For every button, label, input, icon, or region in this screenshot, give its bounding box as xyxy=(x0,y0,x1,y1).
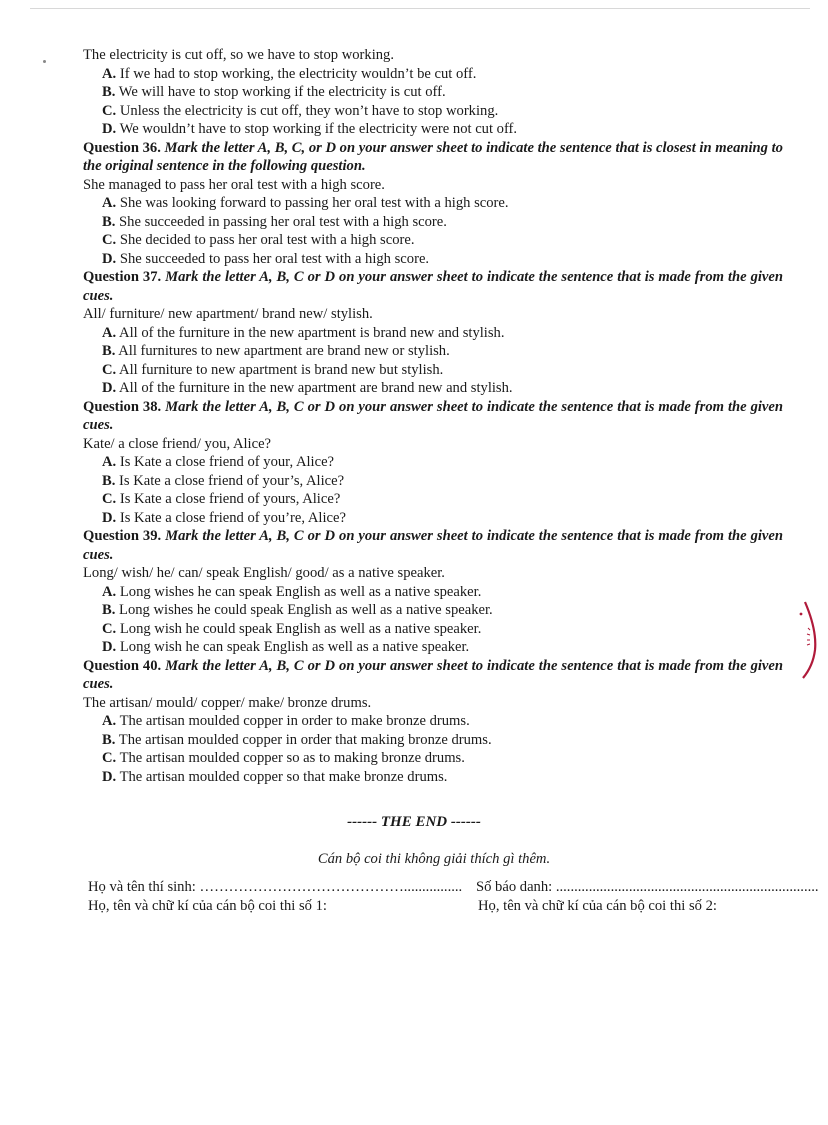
q38-heading xyxy=(83,398,783,435)
q38-option-c xyxy=(83,490,783,509)
option-text: The artisan moulded copper in order that making bronze drums. xyxy=(115,731,492,748)
option-text: Unless the electricity is cut off, they won’t have to stop working. xyxy=(116,102,499,119)
option-letter: C. xyxy=(102,491,117,507)
option-letter: D. xyxy=(102,639,117,655)
q36-option-b xyxy=(83,213,783,232)
option-letter: D. xyxy=(102,509,117,526)
option-text: Long wish he can speak English as well as a native speaker. xyxy=(116,639,470,655)
option-text: Is Kate a close friend of your’s, Alice? xyxy=(115,472,345,489)
q37-option-a xyxy=(83,324,783,343)
question-label: Question 39. xyxy=(83,528,162,544)
q36-option-a xyxy=(83,194,783,213)
option-letter: A. xyxy=(102,324,117,341)
option-letter: A. xyxy=(102,713,117,729)
option-letter: B. xyxy=(102,472,116,489)
option-text: All of the furniture in the new apartment is brand new and stylish. xyxy=(116,324,505,341)
option-letter: B. xyxy=(102,213,116,230)
option-letter: C. xyxy=(102,750,117,766)
question-label: Question 38. xyxy=(83,398,162,415)
q40-stem: The artisan/ mould/ copper/ make/ bronze drums. xyxy=(83,694,372,711)
exam-content xyxy=(83,46,783,786)
red-stamp-mark-icon xyxy=(797,600,821,680)
candidate-number-field: Số báo danh: ........................................................................ xyxy=(476,879,819,895)
option-text: Long wishes he can speak English as well as a native speaker. xyxy=(116,583,482,600)
q38-option-a xyxy=(83,453,783,472)
q39-option-c xyxy=(83,620,783,639)
option-letter: D. xyxy=(102,121,117,137)
candidate-name-field: Họ và tên thí sinh: ……………………………………................ xyxy=(88,879,463,895)
q38-stem: Kate/ a close friend/ you, Alice? xyxy=(83,435,272,452)
proctor-note: Cán bộ coi thi không giải thích gì thêm. xyxy=(317,851,551,867)
q38-option-d xyxy=(83,509,783,528)
option-text: All furniture to new apartment is brand new but stylish. xyxy=(116,361,444,378)
option-letter: D. xyxy=(102,380,117,396)
scan-speck xyxy=(43,60,46,63)
option-text: If we had to stop working, the electricity wouldn’t be cut off. xyxy=(116,65,477,82)
q40-option-c xyxy=(83,749,783,768)
the-end-heading: ------ THE END ------ xyxy=(347,814,481,830)
q36-heading xyxy=(83,139,783,176)
option-text: The artisan moulded copper in order to make bronze drums. xyxy=(116,713,470,729)
q35-option-c xyxy=(83,102,783,121)
option-text: We wouldn’t have to stop working if the electricity were not cut off. xyxy=(116,121,518,137)
option-letter: A. xyxy=(102,195,117,211)
q39-heading xyxy=(83,527,783,564)
option-text: Is Kate a close friend of yours, Alice? xyxy=(116,491,341,507)
option-text: Is Kate a close friend of your, Alice? xyxy=(116,454,335,470)
question-label: Question 40. xyxy=(83,657,162,674)
option-letter: A. xyxy=(102,583,117,600)
option-letter: B. xyxy=(102,731,116,748)
option-letter: C. xyxy=(102,232,117,248)
option-letter: D. xyxy=(102,768,117,785)
option-letter: C. xyxy=(102,361,117,378)
question-instruction: Mark the letter A, B, C or D on your answer sheet to indicate the sentence that is made from the given cues. xyxy=(83,398,783,433)
option-letter: C. xyxy=(102,102,117,119)
option-text: She succeeded in passing her oral test with a high score. xyxy=(115,213,447,230)
question-instruction: Mark the letter A, B, C or D on your answer sheet to indicate the sentence that is made from the given cues. xyxy=(83,657,783,692)
q39-stem: Long/ wish/ he/ can/ speak English/ good/ as a native speaker. xyxy=(83,565,445,581)
top-edge-line xyxy=(30,8,810,9)
option-text: She decided to pass her oral test with a high score. xyxy=(116,232,415,248)
question-instruction: Mark the letter A, B, C or D on your answer sheet to indicate the sentence that is made from the given cues. xyxy=(83,528,783,563)
option-letter: B. xyxy=(102,602,116,618)
q37-option-d xyxy=(83,379,783,398)
q40-option-a xyxy=(83,712,783,731)
q35-option-a xyxy=(83,65,783,84)
q40-heading xyxy=(83,657,783,694)
q36-option-d xyxy=(83,250,783,269)
q40-option-b xyxy=(83,731,783,750)
option-text: We will have to stop working if the electricity is cut off. xyxy=(115,84,446,100)
option-letter: A. xyxy=(102,65,117,82)
q37-option-c xyxy=(83,361,783,380)
option-letter: D. xyxy=(102,250,117,267)
option-letter: C. xyxy=(102,620,117,637)
option-text: She was looking forward to passing her oral test with a high score. xyxy=(116,195,509,211)
q39-option-a xyxy=(83,583,783,602)
option-text: She succeeded to pass her oral test with a high score. xyxy=(116,250,430,267)
q38-option-b xyxy=(83,472,783,491)
option-letter: B. xyxy=(102,343,116,359)
option-text: Long wish he could speak English as well as a native speaker. xyxy=(116,620,482,637)
q37-option-b xyxy=(83,342,783,361)
question-label: Question 37. xyxy=(83,269,162,285)
q36-option-c xyxy=(83,231,783,250)
q39-option-b xyxy=(83,601,783,620)
option-text: The artisan moulded copper so that make bronze drums. xyxy=(116,768,448,785)
q40-option-d xyxy=(83,768,783,787)
proctor-2-signature: Họ, tên và chữ kí của cán bộ coi thi số 2: xyxy=(478,898,717,914)
q35-option-d xyxy=(83,120,783,139)
option-text: All furnitures to new apartment are brand new or stylish. xyxy=(115,343,450,359)
q37-stem: All/ furniture/ new apartment/ brand new/ stylish. xyxy=(83,306,373,322)
option-text: Long wishes he could speak English as well as a native speaker. xyxy=(115,602,493,618)
option-text: All of the furniture in the new apartment are brand new and stylish. xyxy=(116,380,513,396)
question-instruction: Mark the letter A, B, C or D on your answer sheet to indicate the sentence that is made from the given cues. xyxy=(83,269,783,304)
q35-stem: The electricity is cut off, so we have to stop working. xyxy=(83,47,394,63)
option-text: The artisan moulded copper so as to making bronze drums. xyxy=(116,750,465,766)
option-text: Is Kate a close friend of you’re, Alice? xyxy=(116,509,346,526)
q36-stem: She managed to pass her oral test with a high score. xyxy=(83,176,385,193)
question-label: Question 36. xyxy=(83,139,161,156)
option-letter: B. xyxy=(102,84,116,100)
question-instruction: Mark the letter A, B, C, or D on your answer sheet to indicate the sentence that is closest in meaning to the original sentence in the following question. xyxy=(83,139,783,174)
q37-heading xyxy=(83,268,783,305)
proctor-1-signature: Họ, tên và chữ kí của cán bộ coi thi số 1: xyxy=(88,898,327,914)
q35-option-b xyxy=(83,83,783,102)
q39-option-d xyxy=(83,638,783,657)
option-letter: A. xyxy=(102,454,117,470)
